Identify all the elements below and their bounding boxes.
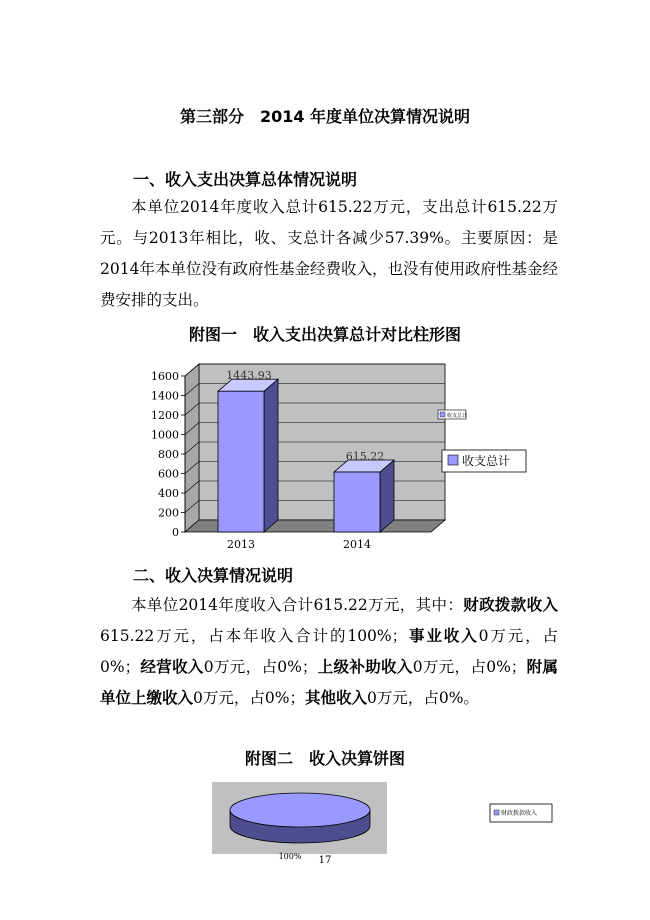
legend [442, 450, 526, 472]
income-category-label: 经营收入 [140, 658, 204, 676]
income-text: 615.22万元，占本年收入合计的100%； [100, 627, 408, 645]
legend-label: 收支总计 [462, 454, 511, 468]
pie-legend-label: 财政拨款收入 [501, 810, 538, 817]
y-tick-label: 0 [172, 526, 179, 539]
pie-data-label: 100% [278, 852, 302, 861]
page-number: 17 [318, 855, 332, 866]
x-tick-label: 2014 [343, 538, 371, 551]
income-category-label: 附属单位上缴收入 [100, 658, 558, 707]
y-tick-label: 400 [158, 487, 179, 500]
income-text: 0万元，占0%； [412, 658, 527, 676]
income-text: 0万元，占0%。 [366, 689, 479, 707]
bar-2013 [218, 391, 264, 532]
page-title: 第三部分 2014 年度单位决算情况说明 [179, 107, 471, 126]
bar-2014 [334, 472, 380, 532]
y-tick-label: 1000 [151, 428, 179, 442]
y-tick-label: 1200 [151, 409, 179, 422]
section2-heading: 二、收入决算情况说明 [133, 566, 294, 585]
section1-heading: 一、收入支出决算总体情况说明 [133, 170, 358, 189]
legend-small [438, 410, 467, 419]
income-category-label: 财政拨款收入 [463, 596, 558, 614]
data-label: 615.22 [345, 450, 385, 464]
income-category-label: 事业收入 [407, 627, 479, 645]
income-text: 0万元，占0%； [203, 658, 318, 676]
data-label: 1443.93 [226, 369, 272, 383]
income-category-label: 上级补助收入 [317, 658, 413, 676]
y-tick-label: 800 [158, 448, 179, 461]
section1-body: 本单位2014年度收入总计615.22万元，支出总计615.22万元。与2013年相比，收、支总计各减少57.39%。主要原因：是2014年本单位没有政府性基金经费收入，也没有使用政府性基金经费安排的支出。 [100, 198, 558, 309]
legend-small-swatch [440, 412, 445, 417]
pie-legend-swatch [494, 810, 499, 815]
y-tick-label: 200 [158, 506, 179, 520]
y-tick-label: 1600 [151, 370, 179, 383]
income-text: 本单位2014年度收入合计615.22万元，其中： [131, 596, 464, 614]
legend-small-label: 收支总计 [447, 413, 468, 419]
section2-body [100, 590, 558, 714]
bar-chart [150, 358, 540, 558]
income-text: 0万元，占0%； [100, 627, 558, 676]
income-category-label: 其他收入 [304, 689, 367, 707]
bar-side [264, 379, 278, 532]
income-text: 0万元，占0%； [193, 689, 305, 707]
y-tick-label: 600 [158, 467, 179, 481]
bar-side [380, 460, 394, 532]
figure2-title: 附图二 收入决算饼图 [244, 749, 405, 768]
legend-swatch [448, 455, 458, 465]
pie-slice-财政拨款收入 [230, 793, 370, 827]
figure1-title: 附图一 收入支出决算总计对比柱形图 [188, 325, 461, 344]
x-tick-label: 2013 [227, 538, 255, 551]
pie-legend [490, 804, 552, 822]
y-tick-label: 1400 [151, 389, 179, 403]
